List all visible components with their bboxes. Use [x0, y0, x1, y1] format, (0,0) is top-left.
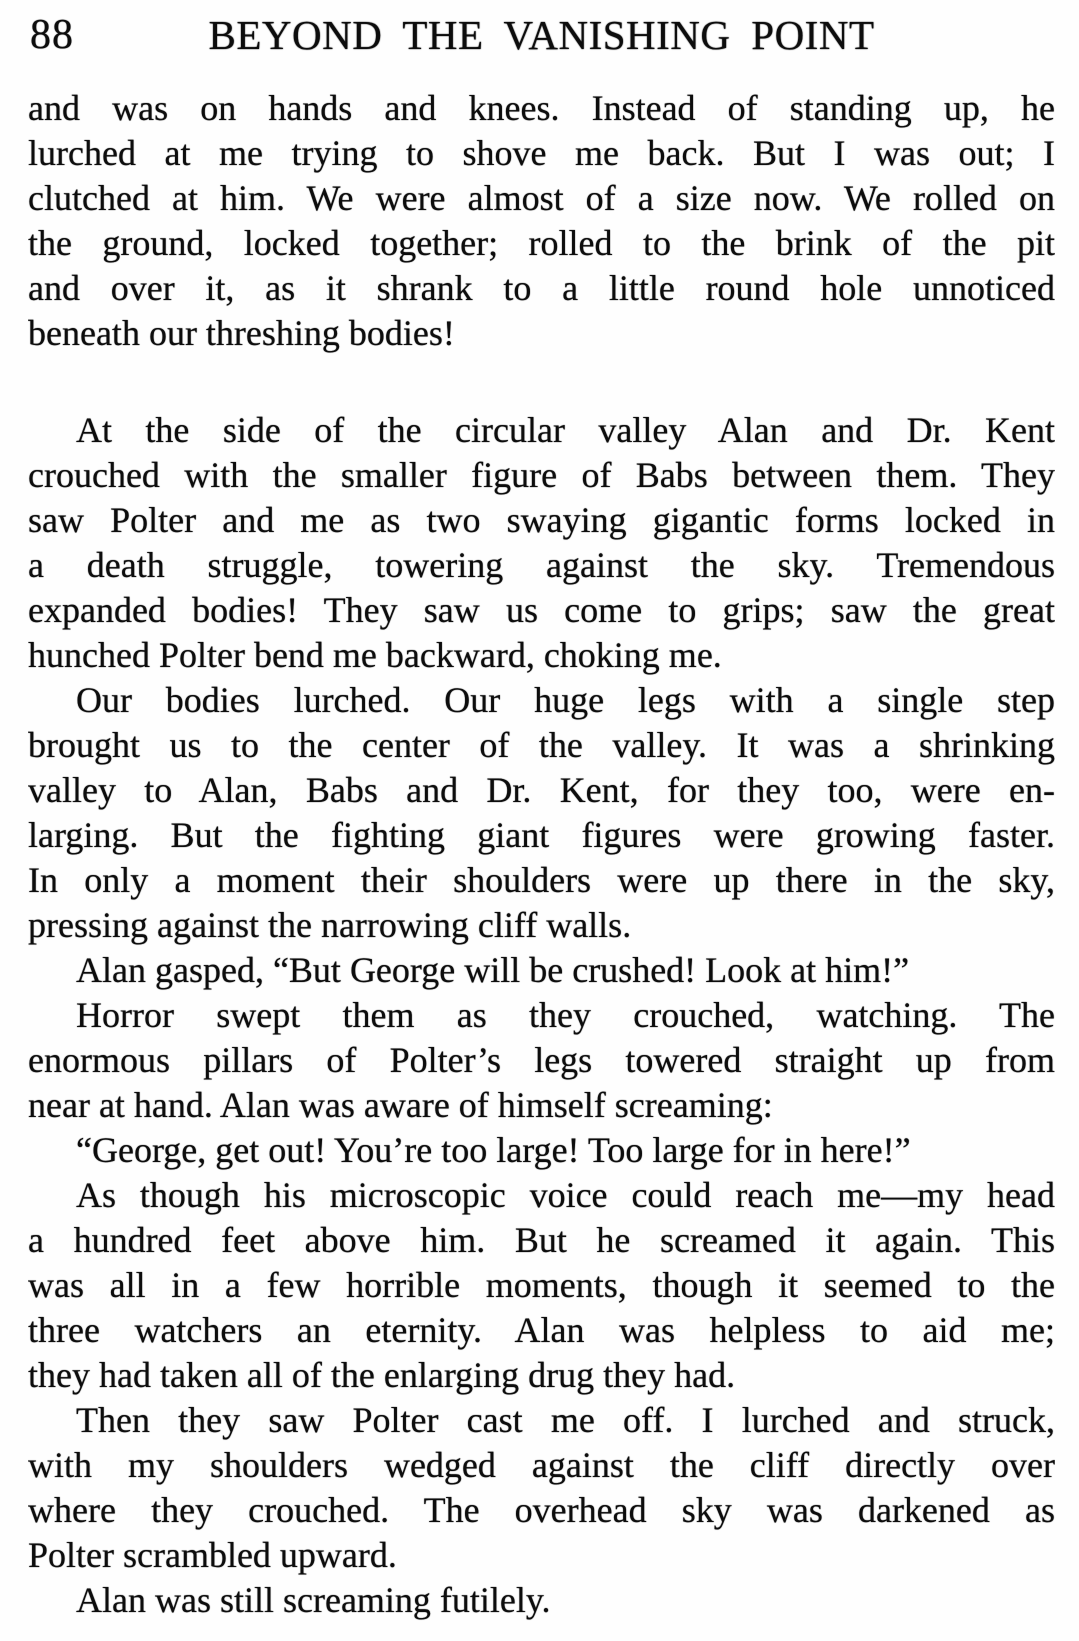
text-line: was all in a few horrible moments, though it seemed to the [28, 1265, 1055, 1305]
text-line: they had taken all of the enlarging drug they had. [28, 1355, 736, 1395]
text-line: brought us to the center of the valley. It was a shrinking [28, 725, 1055, 765]
text-line: In only a moment their shoulders were up there in the sky, [28, 860, 1055, 900]
text-line: enormous pillars of Polter’s legs towered straight up from [28, 1040, 1055, 1080]
text-line: “George, get out! You’re too large! Too large for in here!” [76, 1130, 911, 1170]
text-line: larging. But the fighting giant figures were growing faster. [28, 815, 1055, 855]
paragraph [28, 948, 1055, 993]
text-line: hunched Polter bend me backward, choking me. [28, 635, 722, 675]
text-line: lurched at me trying to shove me back. But I was out; I [28, 133, 1055, 173]
text-block [28, 86, 1055, 1623]
text-line: and over it, as it shrank to a little round hole unnoticed [28, 268, 1055, 308]
paragraph [28, 1173, 1055, 1398]
paragraph [28, 993, 1055, 1128]
text-line: clutched at him. We were almost of a size now. We rolled on [28, 178, 1055, 218]
text-line: near at hand. Alan was aware of himself screaming: [28, 1085, 773, 1125]
paragraph [28, 1578, 1055, 1623]
text-line: with my shoulders wedged against the cliff directly over [28, 1445, 1055, 1485]
text-line: valley to Alan, Babs and Dr. Kent, for they too, were en- [28, 770, 1055, 810]
paragraph [28, 86, 1055, 356]
text-line: At the side of the circular valley Alan and Dr. Kent [76, 410, 1055, 450]
text-line: expanded bodies! They saw us come to grips; saw the great [28, 590, 1055, 630]
text-line: Horror swept them as they crouched, watching. The [76, 995, 1055, 1035]
text-line: where they crouched. The overhead sky was darkened as [28, 1490, 1055, 1530]
text-line: and was on hands and knees. Instead of standing up, he [28, 88, 1055, 128]
text-line: Polter scrambled upward. [28, 1535, 397, 1575]
paragraph [28, 678, 1055, 948]
text-line: pressing against the narrowing cliff walls. [28, 905, 632, 945]
text-line: Our bodies lurched. Our huge legs with a single step [76, 680, 1055, 720]
text-line: the ground, locked together; rolled to the brink of the pit [28, 223, 1055, 263]
running-title: BEYOND THE VANISHING POINT [208, 12, 875, 58]
page-header [28, 10, 1055, 60]
text-line: As though his microscopic voice could reach me—my head [76, 1175, 1055, 1215]
paragraph [28, 1128, 1055, 1173]
text-line: crouched with the smaller figure of Babs between them. They [28, 455, 1055, 495]
text-line: a death struggle, towering against the sky. Tremendous [28, 545, 1055, 585]
text-line: beneath our threshing bodies! [28, 313, 455, 353]
text-line: saw Polter and me as two swaying gigantic forms locked in [28, 500, 1055, 540]
text-line: Then they saw Polter cast me off. I lurched and struck, [76, 1400, 1055, 1440]
paragraph [28, 1398, 1055, 1578]
text-line: Alan was still screaming futilely. [76, 1580, 551, 1620]
text-line: a hundred feet above him. But he screamed it again. This [28, 1220, 1055, 1260]
page-number: 88 [30, 12, 74, 58]
text-line: Alan gasped, “But George will be crushed! Look at him!” [76, 950, 910, 990]
paragraph [28, 408, 1055, 678]
text-line: three watchers an eternity. Alan was helpless to aid me; [28, 1310, 1055, 1350]
